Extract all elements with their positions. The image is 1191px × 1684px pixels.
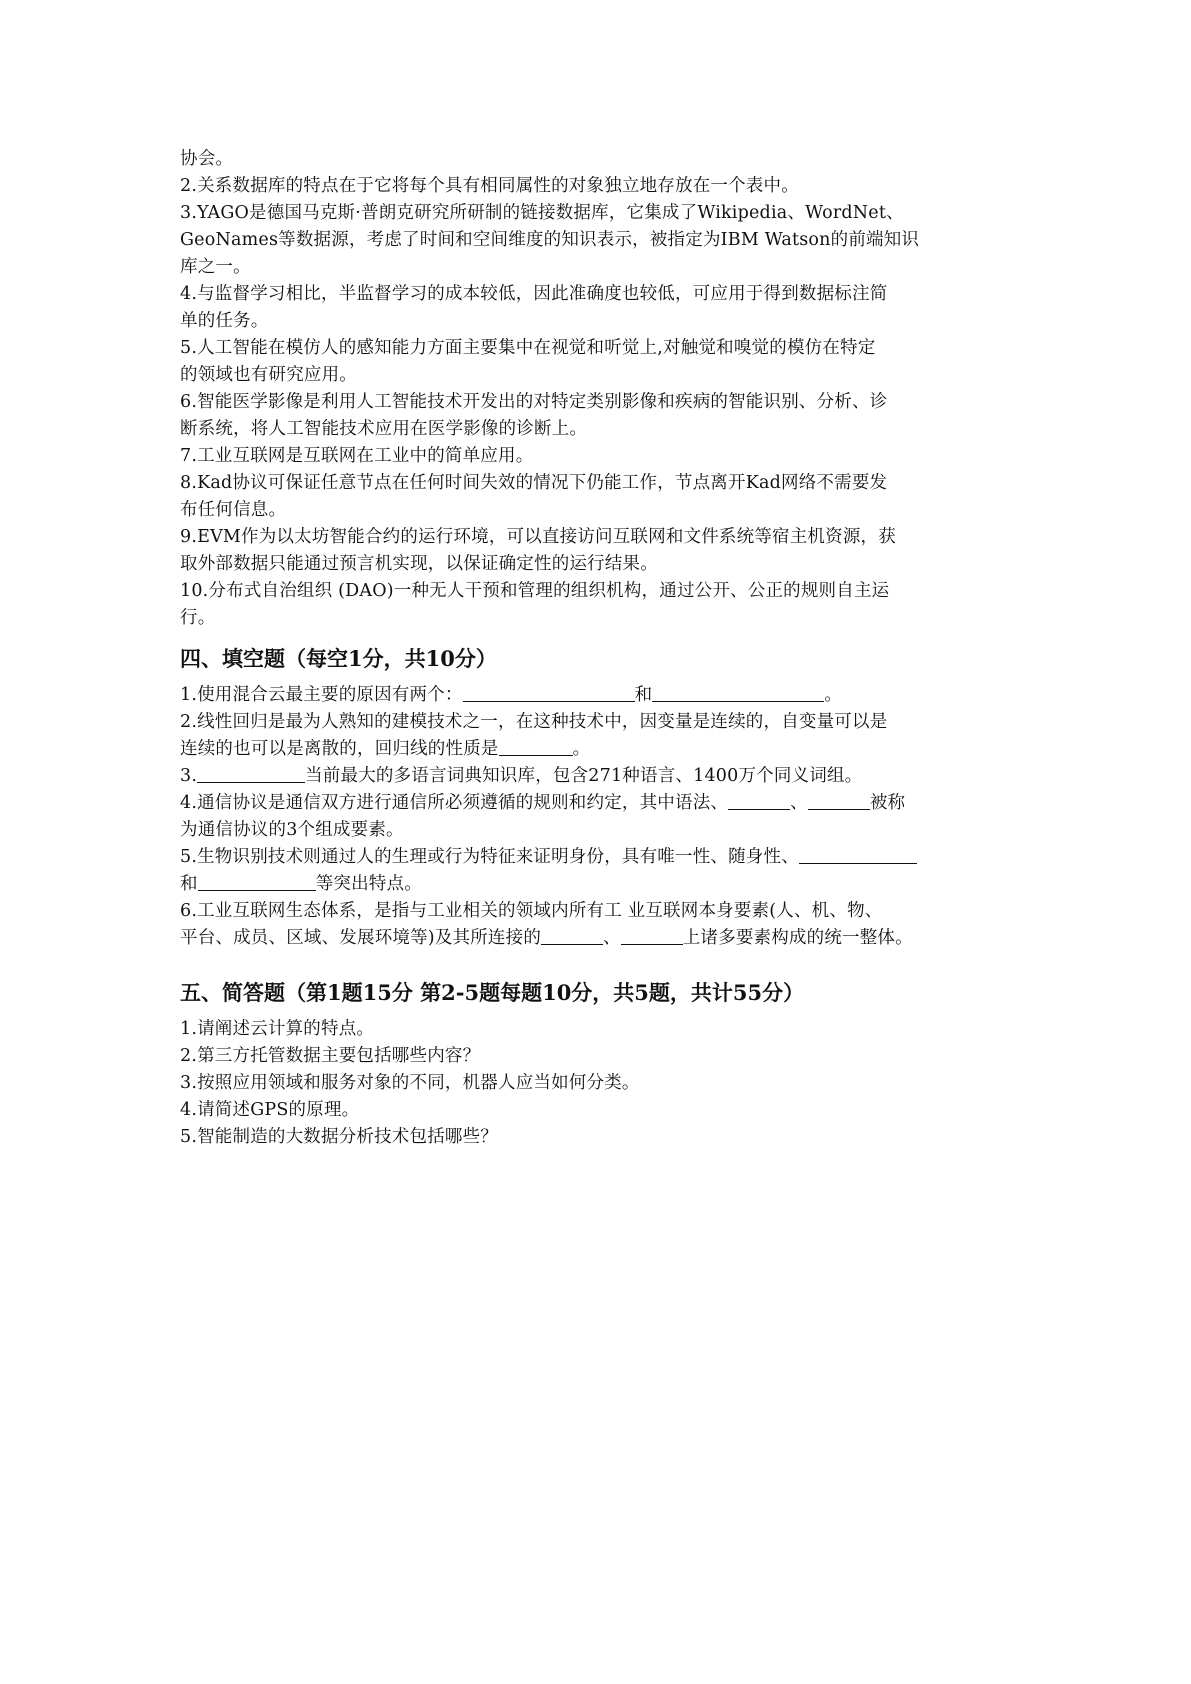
- question-text: 上诸多要素构成的统一整体。: [682, 928, 913, 948]
- section-heading-fill-blank: 四、填空题（每空1分，共10分）: [180, 646, 497, 671]
- short-question-3: 3.按照应用领域和服务对象的不同，机器人应当如何分类。: [180, 1073, 640, 1093]
- short-question-4: 4.请简述GPS的原理。: [180, 1100, 360, 1120]
- answer-blank: [463, 683, 635, 702]
- question-line: 9.EVM作为以太坊智能合约的运行环境，可以直接访问互联网和文件系统等宿主机资源，获: [180, 527, 896, 547]
- fill-question-2: 2.线性回归是最为人熟知的建模技术之一，在这种技术中，因变量是连续的，自变量可以是: [180, 712, 888, 732]
- question-text: 3.: [180, 766, 198, 786]
- question-text: 和: [634, 685, 653, 705]
- question-line: 2.关系数据库的特点在于它将每个具有相同属性的对象独立地存放在一个表中。: [180, 176, 799, 196]
- answer-blank: [198, 872, 316, 891]
- answer-blank: [541, 926, 603, 945]
- answer-blank: [808, 791, 870, 810]
- short-answer-section: [180, 1016, 1020, 1151]
- short-question-5: 5.智能制造的大数据分析技术包括哪些？: [180, 1127, 498, 1147]
- answer-blank: [621, 926, 683, 945]
- question-text: 被称: [869, 793, 906, 813]
- answer-blank: [799, 845, 917, 864]
- question-text: 连续的也可以是离散的，回归线的性质是: [180, 739, 499, 759]
- answer-blank: [728, 791, 790, 810]
- question-line: 5.人工智能在模仿人的感知能力方面主要集中在视觉和听觉上,对触觉和嗅觉的模仿在特定: [180, 338, 876, 358]
- question-text: 。: [572, 739, 591, 759]
- fill-question-4-cont: 为通信协议的3个组成要素。: [180, 820, 404, 840]
- question-line: 6.智能医学影像是利用人工智能技术开发出的对特定类别影像和疾病的智能识别、分析、诊: [180, 392, 888, 412]
- fill-question-6-cont: [180, 925, 1020, 952]
- question-text: 等突出特点。: [315, 874, 422, 894]
- question-text: 。: [824, 685, 843, 705]
- answer-blank: [197, 764, 305, 783]
- question-line: 库之一。: [180, 257, 251, 277]
- fill-question-2-cont: [180, 736, 1020, 763]
- fill-blank-section: [180, 682, 1020, 952]
- question-text: 、: [790, 793, 808, 813]
- fill-question-4: [180, 790, 1020, 817]
- answer-blank: [499, 737, 573, 756]
- question-line: 断系统，将人工智能技术应用在医学影像的诊断上。: [180, 419, 588, 439]
- exam-page: [180, 146, 1020, 1151]
- answer-blank: [652, 683, 824, 702]
- question-text: 和: [180, 874, 198, 894]
- short-question-2: 2.第三方托管数据主要包括哪些内容？: [180, 1046, 481, 1066]
- question-line: 的领域也有研究应用。: [180, 365, 357, 385]
- question-text: 1.使用混合云最主要的原因有两个：: [180, 685, 463, 705]
- fill-question-1: [180, 682, 1020, 709]
- question-line: 7.工业互联网是互联网在工业中的简单应用。: [180, 446, 534, 466]
- question-text: 5.生物识别技术则通过人的生理或行为特征来证明身份，具有唯一性、随身性、: [180, 847, 799, 867]
- question-line: 布任何信息。: [180, 500, 287, 520]
- section-heading-short-answer: 五、简答题（第1题15分 第2-5题每题10分，共5题，共计55分）: [180, 980, 805, 1005]
- question-text: 平台、成员、区域、发展环境等)及其所连接的: [180, 928, 542, 948]
- question-line: 10.分布式自治组织 (DAO)一种无人干预和管理的组织机构，通过公开、公正的规则自主运: [180, 581, 890, 601]
- question-line: 3.YAGO是德国马克斯·普朗克研究所研制的链接数据库，它集成了Wikipedia、WordNet、: [180, 203, 904, 223]
- fill-question-3: [180, 763, 1020, 790]
- fill-question-6: 6.工业互联网生态体系，是指与工业相关的领域内所有工 业互联网本身要素(人、机、物、: [180, 901, 883, 921]
- question-text: 4.通信协议是通信双方进行通信所必须遵循的规则和约定，其中语法、: [180, 793, 729, 813]
- text-line: 协会。: [180, 149, 234, 169]
- question-line: 8.Kad协议可保证任意节点在任何时间失效的情况下仍能工作，节点离开Kad网络不需要发: [180, 473, 888, 493]
- question-line: 取外部数据只能通过预言机实现，以保证确定性的运行结果。: [180, 554, 658, 574]
- fill-question-5-cont: [180, 871, 1020, 898]
- question-text: 、: [603, 928, 621, 948]
- question-line: 行。: [180, 608, 216, 628]
- short-question-1: 1.请阐述云计算的特点。: [180, 1019, 375, 1039]
- question-text: 当前最大的多语言词典知识库，包含271种语言、1400万个同义词组。: [305, 766, 863, 786]
- question-line: 单的任务。: [180, 311, 269, 331]
- fill-question-5: [180, 844, 1020, 871]
- question-line: 4.与监督学习相比，半监督学习的成本较低，因此准确度也较低，可应用于得到数据标注简: [180, 284, 888, 304]
- question-line: GeoNames等数据源，考虑了时间和空间维度的知识表示，被指定为IBM Watson的前端知识: [180, 230, 920, 250]
- judge-section-tail: [180, 146, 1020, 632]
